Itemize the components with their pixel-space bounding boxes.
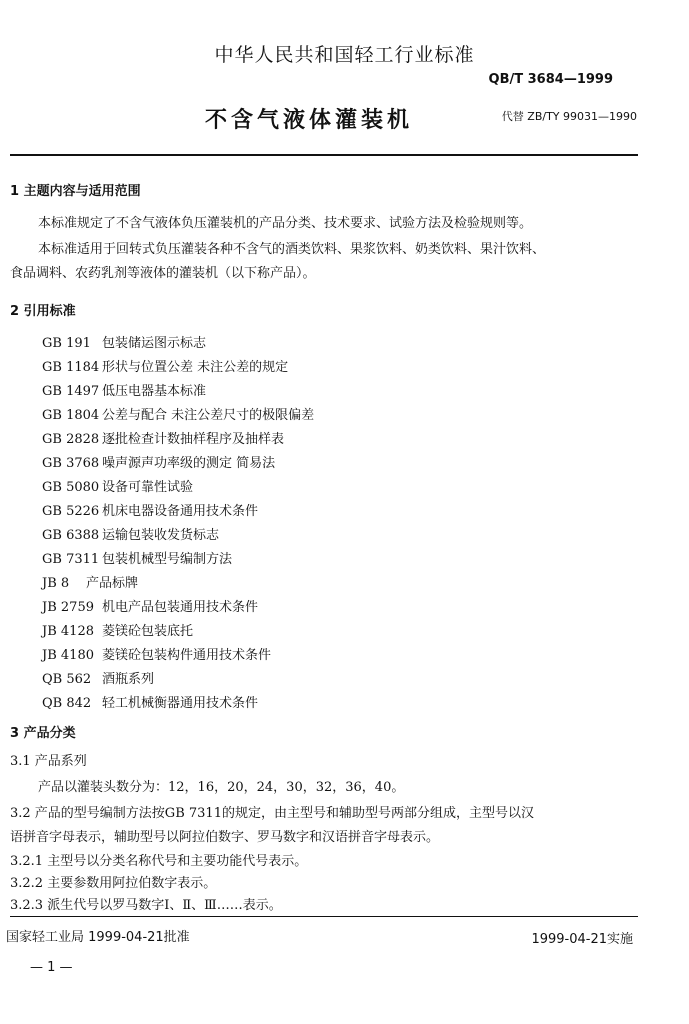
section-3-2-text-a: 3.2 产品的型号编制方法按GB 7311的规定，由主型号和辅助型号两部分组成，主型号以汉 [10, 806, 534, 821]
section-3-2-2: 3.2.2 主要参数用阿拉伯数字表示。 [10, 876, 217, 891]
reference-item: GB 2828 逐批检查计数抽样程序及抽样表 [42, 432, 285, 447]
reference-item: GB 1497 低压电器基本标准 [42, 384, 207, 399]
reference-item: GB 1184 形状与位置公差 未注公差的规定 [42, 360, 289, 375]
section-3-1-heading: 3.1 产品系列 [10, 754, 87, 769]
reference-item: GB 7311 包装机械型号编制方法 [42, 552, 233, 567]
reference-item: GB 6388 运输包装收发货标志 [42, 528, 220, 543]
section-3-heading: 3 产品分类 [10, 726, 76, 741]
section-3-2-text-b: 语拼音字母表示，辅助型号以阿拉伯数字、罗马数字和汉语拼音字母表示。 [10, 830, 440, 845]
section-3-2-1: 3.2.1 主型号以分类名称代号和主要功能代号表示。 [10, 854, 308, 869]
reference-item: QB 842 轻工机械衡器通用技术条件 [42, 696, 259, 711]
page-number: — 1 — [30, 960, 73, 975]
section-1-para-2b: 食品调料、农药乳剂等液体的灌装机（以下称产品）。 [10, 266, 316, 281]
document-title: 不含气液体灌装机 [205, 108, 414, 133]
reference-item: GB 191 包装储运图示标志 [42, 336, 207, 351]
effective-date: 1999-04-21实施 [531, 932, 633, 947]
ministry-title: 中华人民共和国轻工行业标准 [214, 44, 475, 66]
section-3-2-3: 3.2.3 派生代号以罗马数字Ⅰ、Ⅱ、Ⅲ……表示。 [10, 898, 282, 913]
footer-rule [10, 916, 638, 917]
section-1-heading: 1 主题内容与适用范围 [10, 184, 141, 199]
section-3-1-text: 产品以灌装头数分为：12，16，20，24，30，32，36，40。 [38, 780, 405, 795]
section-1-para-2a: 本标准适用于回转式负压灌装各种不含气的酒类饮料、果浆饮料、奶类饮料、果汁饮料、 [38, 242, 546, 257]
reference-item: JB 8 产品标牌 [42, 576, 139, 591]
reference-item: QB 562 酒瓶系列 [42, 672, 155, 687]
header-rule [10, 154, 638, 156]
reference-item: JB 4128 菱镁砼包装底托 [42, 624, 194, 639]
approval-line: 国家轻工业局 1999-04-21批准 [6, 930, 190, 945]
reference-item: GB 5080 设备可靠性试验 [42, 480, 194, 495]
reference-item: JB 2759 机电产品包装通用技术条件 [42, 600, 259, 615]
reference-item: GB 1804 公差与配合 未注公差尺寸的极限偏差 [42, 408, 315, 423]
section-2-heading: 2 引用标准 [10, 304, 76, 319]
reference-item: JB 4180 菱镁砼包装构件通用技术条件 [42, 648, 272, 663]
reference-item: GB 3768 噪声源声功率级的测定 简易法 [42, 456, 276, 471]
replaces-standard: 代替 ZB/TY 99031—1990 [501, 110, 637, 123]
standard-number: QB/T 3684—1999 [488, 72, 613, 87]
section-1-para-1: 本标准规定了不含气液体负压灌装机的产品分类、技术要求、试验方法及检验规则等。 [38, 216, 533, 231]
reference-item: GB 5226 机床电器设备通用技术条件 [42, 504, 259, 519]
